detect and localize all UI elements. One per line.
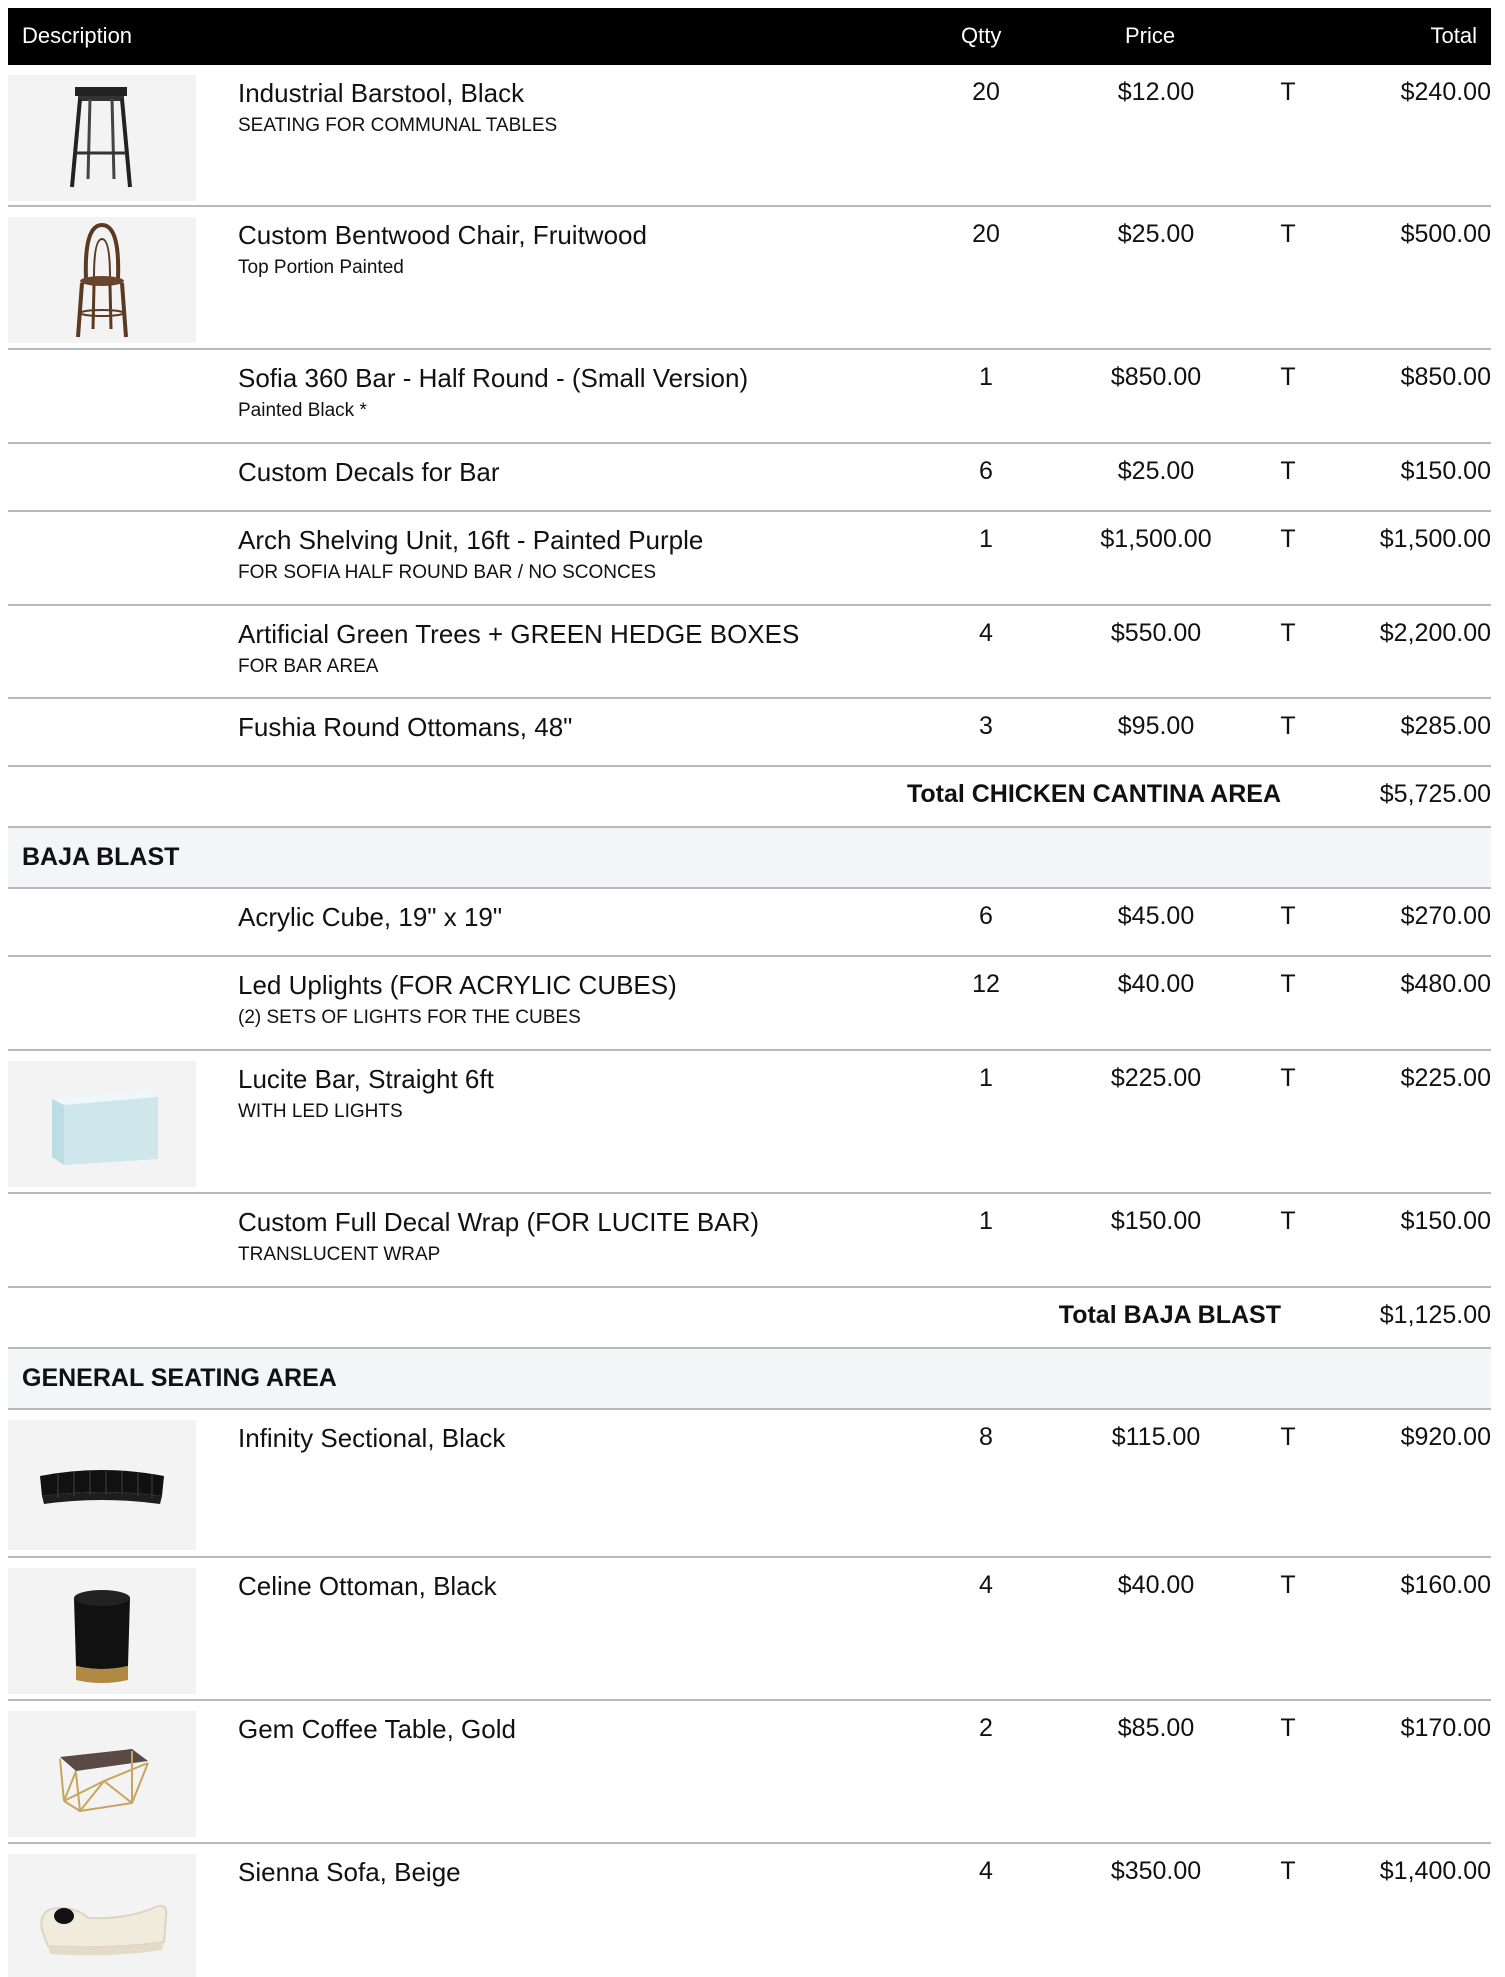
item-name: Industrial Barstool, Black: [238, 78, 525, 108]
subtotal-amount: $1,125.00: [1379, 1301, 1491, 1329]
item-name: Custom Full Decal Wrap (FOR LUCITE BAR): [238, 1207, 760, 1237]
item-tax-flag: T: [1280, 1714, 1296, 1742]
item-total: $270.00: [1400, 902, 1491, 930]
item-name: Arch Shelving Unit, 16ft - Painted Purple: [238, 525, 704, 555]
table-row: [8, 1410, 1491, 1558]
item-tax-flag: T: [1280, 363, 1296, 391]
header-price: Price: [1125, 23, 1176, 48]
item-price: $1,500.00: [1100, 525, 1212, 553]
item-qty: 1: [979, 1207, 993, 1235]
item-qty: 1: [979, 363, 993, 391]
item-note: (2) SETS OF LIGHTS FOR THE CUBES: [238, 1007, 581, 1028]
item-tax-flag: T: [1280, 1064, 1296, 1092]
item-total: $285.00: [1400, 712, 1491, 740]
item-price: $350.00: [1110, 1857, 1202, 1885]
barstool-icon: [8, 75, 196, 201]
header-qty: Qtty: [961, 23, 1002, 48]
table-row: [8, 1051, 1491, 1194]
item-tax-flag: T: [1280, 457, 1296, 485]
table-row: [8, 444, 1491, 512]
item-note: FOR BAR AREA: [238, 656, 379, 677]
item-price: $95.00: [1117, 712, 1195, 740]
subtotal-row: [8, 1288, 1491, 1349]
item-price: $12.00: [1117, 78, 1195, 106]
item-name: Custom Bentwood Chair, Fruitwood: [238, 220, 647, 250]
item-note: SEATING FOR COMMUNAL TABLES: [238, 115, 558, 136]
item-name: Celine Ottoman, Black: [238, 1571, 497, 1601]
item-tax-flag: T: [1280, 619, 1296, 647]
subtotal-label: Total BAJA BLAST: [1058, 1301, 1281, 1329]
item-price: $115.00: [1111, 1423, 1201, 1451]
item-total: $500.00: [1400, 220, 1491, 248]
item-price: $85.00: [1117, 1714, 1195, 1742]
item-total: $1,500.00: [1379, 525, 1491, 553]
table-row: [8, 889, 1491, 957]
item-name: Sofia 360 Bar - Half Round - (Small Version): [238, 363, 749, 393]
item-note: FOR SOFIA HALF ROUND BAR / NO SCONCES: [238, 562, 657, 583]
item-tax-flag: T: [1280, 902, 1296, 930]
table-row: [8, 957, 1491, 1051]
table-row: [8, 350, 1491, 444]
item-qty: 4: [979, 1571, 993, 1599]
item-total: $1,400.00: [1379, 1857, 1491, 1885]
item-tax-flag: T: [1280, 220, 1296, 248]
coffee-table-icon: [8, 1711, 196, 1837]
item-qty: 1: [979, 525, 993, 553]
item-name: Led Uplights (FOR ACRYLIC CUBES): [238, 970, 677, 1000]
item-price: $550.00: [1110, 619, 1202, 647]
item-qty: 4: [979, 619, 993, 647]
item-note: Painted Black *: [238, 400, 367, 421]
item-qty: 8: [979, 1423, 993, 1451]
item-qty: 1: [979, 1064, 993, 1092]
item-total: $920.00: [1400, 1423, 1491, 1451]
item-total: $170.00: [1400, 1714, 1491, 1742]
item-note: TRANSLUCENT WRAP: [238, 1244, 441, 1265]
item-tax-flag: T: [1280, 1571, 1296, 1599]
table-row: [8, 699, 1491, 767]
item-tax-flag: T: [1280, 1423, 1296, 1451]
item-total: $2,200.00: [1379, 619, 1491, 647]
item-qty: 6: [979, 902, 993, 930]
item-price: $45.00: [1117, 902, 1195, 930]
item-price: $25.00: [1117, 457, 1195, 485]
item-name: Sienna Sofa, Beige: [238, 1857, 461, 1887]
item-total: $150.00: [1400, 457, 1491, 485]
table-row: [8, 512, 1491, 606]
header-description: Description: [22, 23, 133, 48]
item-tax-flag: T: [1280, 712, 1296, 740]
item-tax-flag: T: [1280, 1207, 1296, 1235]
item-total: $480.00: [1400, 970, 1491, 998]
item-name: Custom Decals for Bar: [238, 457, 500, 487]
section-title: GENERAL SEATING AREA: [22, 1364, 337, 1392]
item-qty: 20: [972, 220, 1000, 248]
item-total: $150.00: [1400, 1207, 1491, 1235]
table-row: [8, 1844, 1491, 1977]
table-row: [8, 1701, 1491, 1844]
sofa-icon: [8, 1854, 196, 1977]
item-name: Artificial Green Trees + GREEN HEDGE BOXES: [238, 619, 800, 649]
item-qty: 4: [979, 1857, 993, 1885]
table-header: [8, 8, 1491, 65]
ottoman-icon: [8, 1568, 196, 1694]
table-row: [8, 65, 1491, 207]
subtotal-amount: $5,725.00: [1379, 780, 1491, 808]
item-qty: 6: [979, 457, 993, 485]
item-qty: 2: [979, 1714, 993, 1742]
item-name: Gem Coffee Table, Gold: [238, 1714, 516, 1744]
section-header: [8, 828, 1491, 889]
item-tax-flag: T: [1280, 78, 1296, 106]
item-qty: 20: [972, 78, 1000, 106]
item-name: Lucite Bar, Straight 6ft: [238, 1064, 494, 1094]
item-price: $40.00: [1117, 970, 1195, 998]
item-note: Top Portion Painted: [238, 257, 404, 278]
item-price: $225.00: [1110, 1064, 1202, 1092]
subtotal-row: [8, 767, 1491, 828]
item-total: $225.00: [1400, 1064, 1491, 1092]
item-name: Acrylic Cube, 19" x 19": [238, 902, 503, 932]
table-row: [8, 207, 1491, 350]
item-total: $240.00: [1400, 78, 1491, 106]
lucite-bar-icon: [8, 1061, 196, 1187]
item-total: $850.00: [1400, 363, 1491, 391]
table-row: [8, 1194, 1491, 1288]
item-tax-flag: T: [1280, 1857, 1296, 1885]
item-price: $40.00: [1117, 1571, 1195, 1599]
item-qty: 3: [979, 712, 993, 740]
subtotal-label: Total CHICKEN CANTINA AREA: [906, 780, 1281, 808]
header-total: Total: [1430, 23, 1477, 48]
item-qty: 12: [972, 970, 1000, 998]
item-tax-flag: T: [1280, 970, 1296, 998]
item-price: $25.00: [1117, 220, 1195, 248]
item-total: $160.00: [1400, 1571, 1491, 1599]
section-title: BAJA BLAST: [22, 843, 180, 871]
table-row: [8, 606, 1491, 699]
item-price: $150.00: [1110, 1207, 1202, 1235]
item-name: Infinity Sectional, Black: [238, 1423, 506, 1453]
sectional-sofa-icon: [8, 1420, 196, 1550]
bentwood-chair-icon: [8, 217, 196, 343]
section-header: [8, 1349, 1491, 1410]
item-name: Fushia Round Ottomans, 48": [238, 712, 573, 742]
table-row: [8, 1558, 1491, 1701]
item-tax-flag: T: [1280, 525, 1296, 553]
item-price: $850.00: [1110, 363, 1202, 391]
item-note: WITH LED LIGHTS: [238, 1101, 403, 1122]
